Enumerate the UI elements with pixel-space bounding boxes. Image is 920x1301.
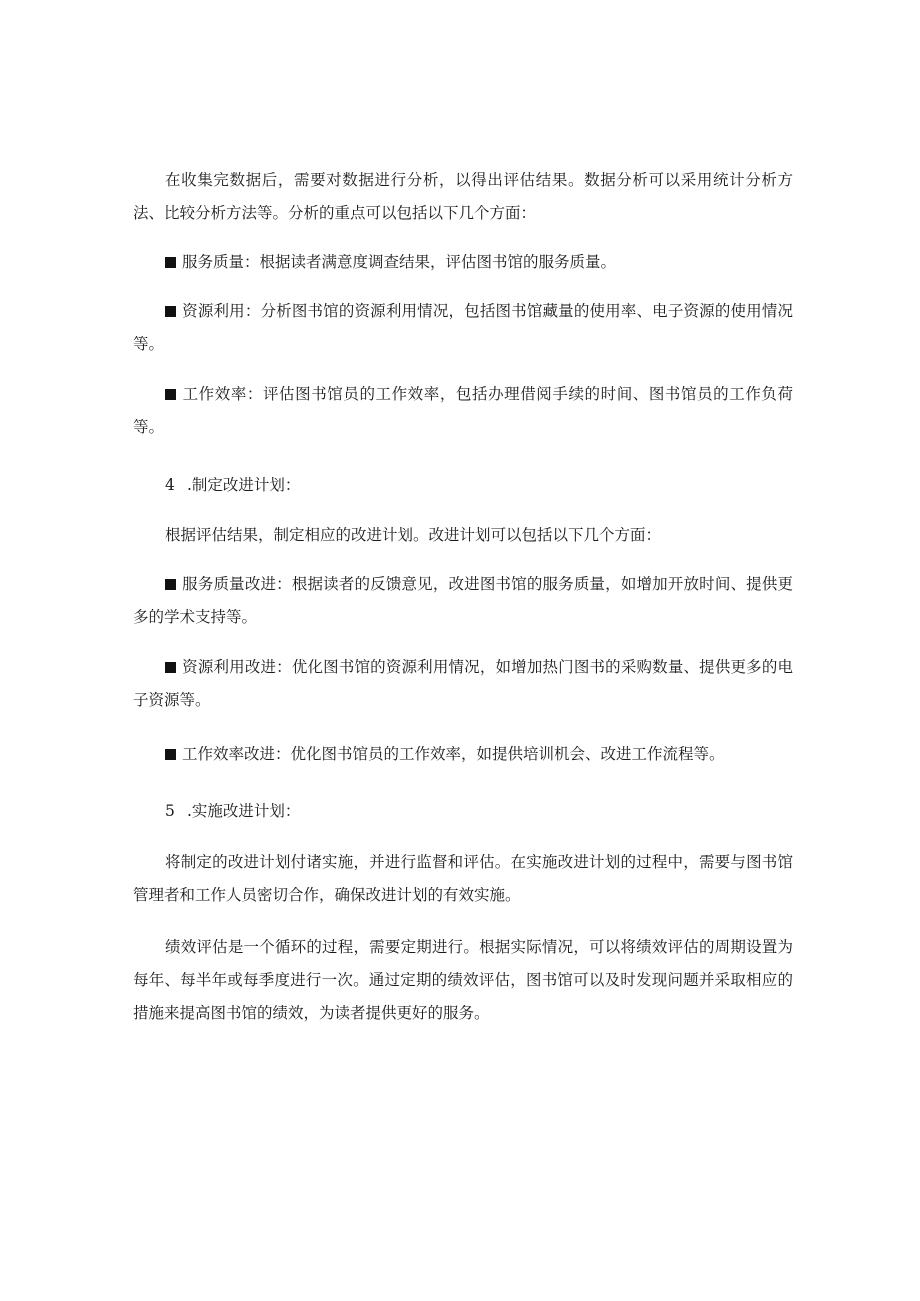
paragraph-implementation: 将制定的改进计划付诸实施，并进行监督和评估。在实施改进计划的过程中，需要与图书馆管理者和工作人员密切合作，确保改进计划的有效实施。 <box>133 853 793 904</box>
bullet-text: 工作效率：评估图书馆员的工作效率，包括办理借阅手续的时间、图书馆员的工作负荷等。 <box>133 385 793 436</box>
bullet-text: 资源利用：分析图书馆的资源利用情况，包括图书馆藏量的使用率、电子资源的使用情况等。 <box>133 302 793 353</box>
bullet-item-resource-use <box>133 295 793 361</box>
bullet-item-efficiency-improvement <box>133 738 793 771</box>
bullet-text: 工作效率改进：优化图书馆员的工作效率，如提供培训机会、改进工作流程等。 <box>182 745 725 763</box>
bullet-item-service-quality <box>133 246 793 279</box>
section-title: .实施改进计划： <box>187 802 301 820</box>
square-bullet-icon <box>165 389 176 400</box>
square-bullet-icon <box>165 579 176 590</box>
section-title: .制定改进计划： <box>187 476 301 494</box>
square-bullet-icon <box>165 306 176 317</box>
section-heading-4 <box>165 469 300 502</box>
section-number: 4 <box>165 476 175 494</box>
paragraph-cycle-evaluation: 绩效评估是一个循环的过程，需要定期进行。根据实际情况，可以将绩效评估的周期设置为每年、每半年或每季度进行一次。通过定期的绩效评估，图书馆可以及时发现问题并采取相应的措施来提高图书馆的绩效，为读者提供更好的服务。 <box>133 938 793 1022</box>
bullet-item-service-improvement <box>133 568 793 634</box>
paragraph-data-analysis: 在收集完数据后，需要对数据进行分析，以得出评估结果。数据分析可以采用统计分析方法、比较分析方法等。分析的重点可以包括以下几个方面： <box>133 171 793 222</box>
section-number: 5 <box>165 802 175 820</box>
square-bullet-icon <box>165 749 176 760</box>
section-heading-5 <box>165 795 300 828</box>
bullet-item-work-efficiency <box>133 378 793 444</box>
square-bullet-icon <box>165 257 176 268</box>
bullet-text: 服务质量：根据读者满意度调查结果，评估图书馆的服务质量。 <box>182 253 617 271</box>
paragraph-improvement-plan: 根据评估结果，制定相应的改进计划。改进计划可以包括以下几个方面： <box>165 526 662 544</box>
bullet-text: 服务质量改进：根据读者的反馈意见，改进图书馆的服务质量，如增加开放时间、提供更多的学术支持等。 <box>133 575 793 626</box>
bullet-item-resource-improvement <box>133 651 793 717</box>
square-bullet-icon <box>165 662 176 673</box>
bullet-text: 资源利用改进：优化图书馆的资源利用情况，如增加热门图书的采购数量、提供更多的电子资源等。 <box>133 658 793 709</box>
